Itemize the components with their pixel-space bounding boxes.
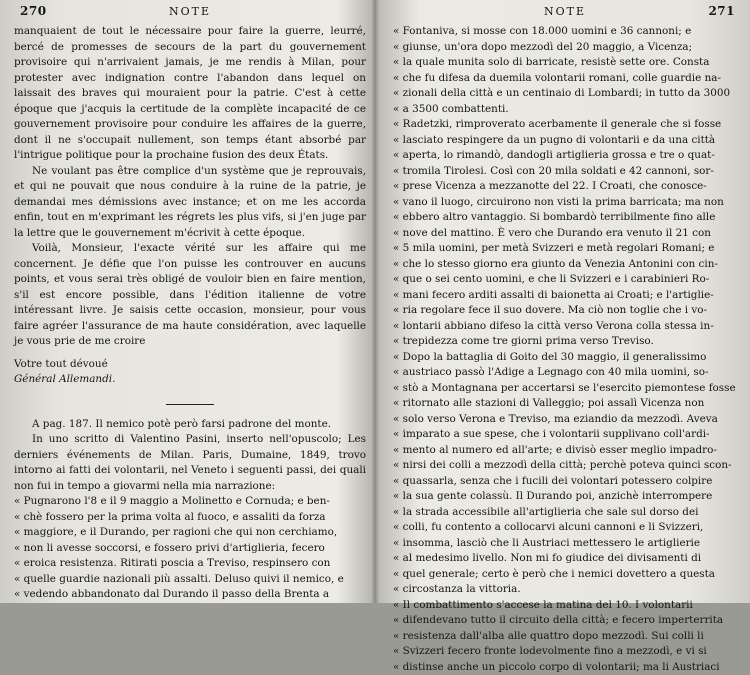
text-line: « tromila Tirolesi. Così con 20 mila soldati e 42 cannoni, sor- <box>393 164 737 180</box>
text-line: « la quale munita solo di barricate, resistè sette ore. Consta <box>393 55 737 71</box>
text-line: « quassarla, senza che i fucili dei volontari potessero colpire <box>393 474 737 490</box>
right-page-header <box>393 4 737 24</box>
text-line: « mento al numero ed all'arte; e divisò esser meglio impadro- <box>393 443 737 459</box>
text-line: « prese Vicenza a mezzanotte del 22. I Croati, che conosce- <box>393 179 737 195</box>
quote-block <box>14 494 366 603</box>
quote-line: « Pugnarono l'8 e il 9 maggio a Molinetto e Cornuda; e ben- <box>14 494 366 510</box>
text-line: « nove del mattino. È vero che Durando era venuto il 21 con <box>393 226 737 242</box>
text-line: « insomma, lasciò che li Austriaci mettessero le artiglierie <box>393 536 737 552</box>
text-line: « imparato a sue spese, che i volontarii supplivano coll'ardi- <box>393 427 737 443</box>
text-line: « ritornato alle stazioni di Valleggio; poi assalì Vicenza non <box>393 396 737 412</box>
right-running-head: NOTE <box>393 5 737 18</box>
text-line: « difendevano tutto il circuito della città; e fecero imperterrita <box>393 613 737 629</box>
text-line: « Svizzeri fecero fronte lodevolmente fino a mezzodì, e vi si <box>393 644 737 660</box>
text-line: « la sua gente colassù. Il Durando poi, anzichè interrompere <box>393 489 737 505</box>
quote-line: « chè fossero per la prima volta al fuoco, e assaliti da forza <box>14 510 366 526</box>
letter-closing: Votre tout dévoué <box>14 357 366 373</box>
text-line: « che fu difesa da duemila volontarii romani, colle guardie na- <box>393 71 737 87</box>
note-intro: In uno scritto di Valentino Pasini, inserto nell'opuscolo; Les derniers événements de Milan. Paris, Dumaine, 1849, trovo intorno ai fatti dei volontarii, nel Veneto i seguenti passi, dei quali non fui in tempo a giovarmi nella mia narrazione: <box>14 432 366 494</box>
text-line: « austriaco passò l'Adige a Legnago con 40 mila uomini, so- <box>393 365 737 381</box>
paragraph: manquaient de tout le nécessaire pour faire la guerre, leurré, bercé de promesses de secours de la part du gouvernement provisoire qui n'arrivaient jamais, je me rendis à Milan, pour protester avec indignation contre l'abandon dans lequel on laissait des braves qui mouraient pour la patrie. C'est à cette époque que j'acquis la certitude de la complète incapacité de ce gouvernement provisoire pour conduire les affaires de la guerre, dont il ne s'occupait nullement, son temps étant absorbé par l'intrigue politique pour la prochaine fusion des deux États. <box>14 24 366 164</box>
left-page-text <box>14 24 366 603</box>
text-line: « quel generale; certo è però che i nemici dovettero a questa <box>393 567 737 583</box>
text-line: « circostanza la vittoria. <box>393 582 737 598</box>
text-line: « al medesimo livello. Non mi fo giudice dei divisamenti di <box>393 551 737 567</box>
text-line: « giunse, un'ora dopo mezzodì del 20 maggio, a Vicenza; <box>393 40 737 56</box>
right-page-number: 271 <box>708 4 735 18</box>
quote-line: « vedendo abbandonato dal Durando il passo della Brenta a <box>14 587 366 603</box>
text-line: « Radetzki, rimproverato acerbamente il generale che si fosse <box>393 117 737 133</box>
left-page <box>14 0 366 603</box>
text-line: « 5 mila uomini, per metà Svizzeri e metà regolari Romani; e <box>393 241 737 257</box>
paragraph: Voilà, Monsieur, l'exacte vérité sur les affaire qui me concernent. Je défie que l'on puisse les controuver en aucuns points, et vous serai très obligé de vouloir bien en faire mention, s'il est encore possible, dans l'édition italienne de votre intéressant livre. Je saisis cette occasion, monsieur, pour vous faire agréer l'assurance de ma haute considération, avec laquelle je vous prie de me croire <box>14 241 366 350</box>
text-line: « lasciato respingere da un pugno di volontarii e da una città <box>393 133 737 149</box>
text-line: « ebbero altro vantaggio. Si bombardò terribilmente fino alle <box>393 210 737 226</box>
text-line: « solo verso Verona e Treviso, ma eziandio da mezzodì. Aveva <box>393 412 737 428</box>
text-line: « Il combattimento s'accese la matina del 10. I volontarii <box>393 598 737 614</box>
left-page-number: 270 <box>20 4 47 18</box>
left-running-head: NOTE <box>14 5 366 18</box>
right-page <box>393 0 737 603</box>
text-line: « ria regolare fece il suo dovere. Ma ciò non toglie che i vo- <box>393 303 737 319</box>
text-line: « resistenza dall'alba alle quattro dopo mezzodì. Sui colli li <box>393 629 737 645</box>
text-line: « Dopo la battaglia di Goito del 30 maggio, il generalissimo <box>393 350 737 366</box>
quote-line: « non li avesse soccorsi, e fossero privi d'artiglieria, fecero <box>14 541 366 557</box>
text-line: « zionali della città e un centinaio di Lombardi; in tutto da 3000 <box>393 86 737 102</box>
note-heading: A pag. 187. Il nemico potè però farsi padrone del monte. <box>14 417 366 433</box>
text-line: « lontarii abbiano difeso la città verso Verona colla stessa in- <box>393 319 737 335</box>
text-line: « vano il luogo, circuirono non visti la prima barricata; ma non <box>393 195 737 211</box>
right-page-text <box>393 24 737 675</box>
text-line: « stò a Montagnana per accertarsi se l'esercito piemontese fosse <box>393 381 737 397</box>
text-line: « colli, fu contento a collocarvi alcuni cannoni e li Svizzeri, <box>393 520 737 536</box>
text-line: « nirsi dei colli a mezzodì della città; perchè poteva quinci scon- <box>393 458 737 474</box>
text-line: « a 3500 combattenti. <box>393 102 737 118</box>
quote-line: « maggiore, e il Durando, per ragioni che qui non cerchiamo, <box>14 525 366 541</box>
text-line: « la strada accessibile all'artiglieria che sale sul dorso dei <box>393 505 737 521</box>
text-line: « che lo stesso giorno era giunto da Venezia Antonini con cin- <box>393 257 737 273</box>
letter-signature: Général Allemandi. <box>14 372 366 388</box>
text-line: « mani fecero arditi assalti di baionetta ai Croati; e l'artiglie- <box>393 288 737 304</box>
paragraph: Ne voulant pas être complice d'un système que je reprouvais, et qui ne pouvait que nous conduire à la ruine de la patrie, je demandai mes démissions avec instance; et on me les accorda enfin, tout en m'exprimant les régrets les plus vifs, si j'en juge par la lettre que le gouvernement m'écrivit à cette époque. <box>14 164 366 242</box>
quote-line: « eroica resistenza. Ritirati poscia a Treviso, respinsero con <box>14 556 366 572</box>
text-line: « trepidezza come tre giorni prima verso Treviso. <box>393 334 737 350</box>
left-page-header <box>14 4 366 24</box>
text-line: « Fontaniva, si mosse con 18.000 uomini e 36 cannoni; e <box>393 24 737 40</box>
section-divider <box>166 404 214 405</box>
text-line: « distinse anche un piccolo corpo di volontarii; ma li Austriaci <box>393 660 737 675</box>
text-line: « aperta, lo rimandò, dandogli artiglieria grossa e tre o quat- <box>393 148 737 164</box>
text-line: « que o sei cento uomini, e che li Svizzeri e i carabinieri Ro- <box>393 272 737 288</box>
quote-line: « quelle guardie nazionali più assalti. Deluso quivi il nemico, e <box>14 572 366 588</box>
